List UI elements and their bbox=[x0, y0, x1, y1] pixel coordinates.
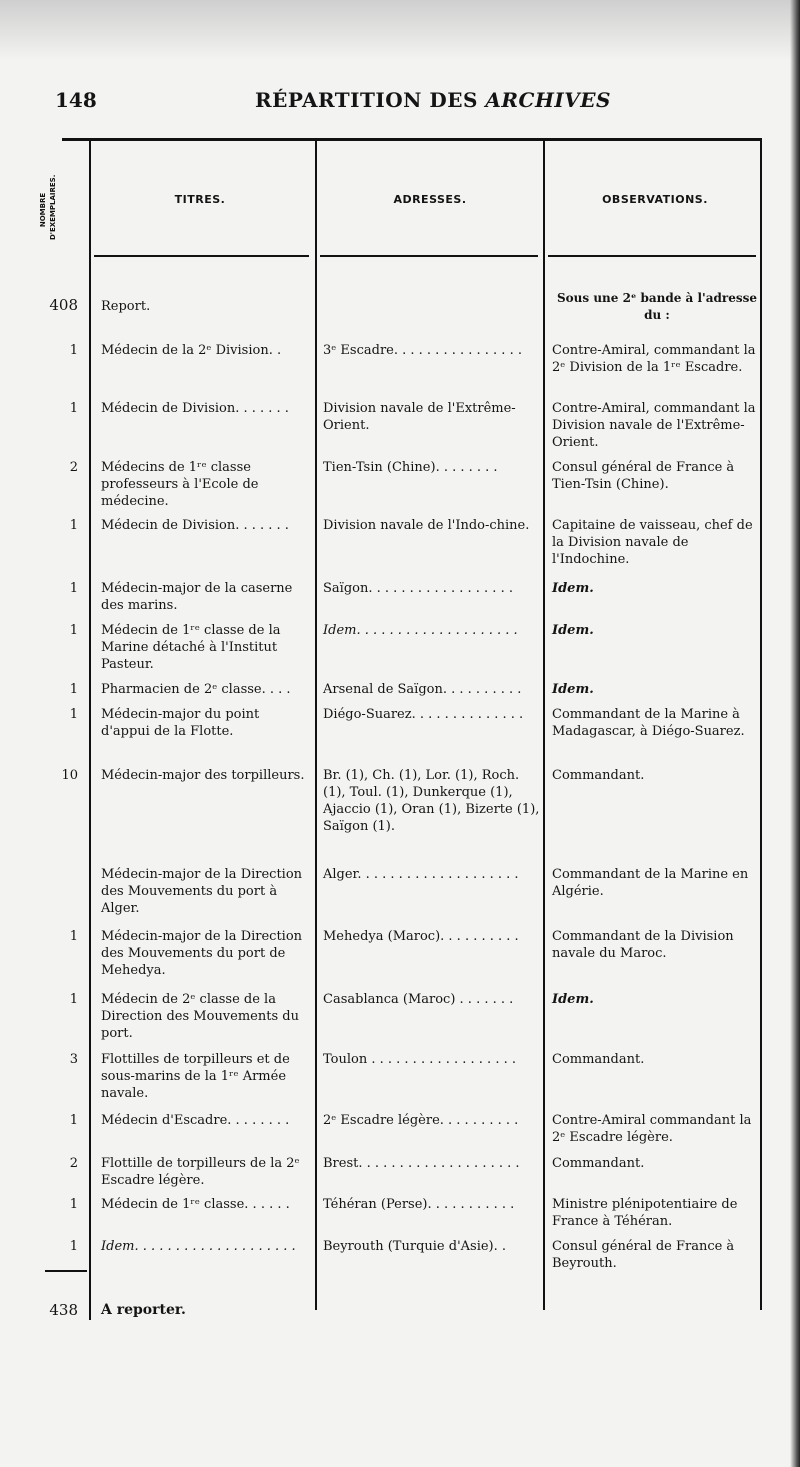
total-count: 438 bbox=[49, 1301, 78, 1319]
row-observation: Commandant. bbox=[552, 1052, 645, 1067]
row-title: Médecin de la 2ᵉ Division. . bbox=[101, 343, 282, 358]
row-observation: Idem. bbox=[552, 992, 594, 1007]
row-address: Idem. . . . . . . . . . . . . . . . . . . . bbox=[323, 623, 518, 638]
row-observation: Idem. bbox=[552, 682, 594, 697]
row-observation: Commandant de la Division navale du Maroc. bbox=[552, 929, 734, 961]
row-address: Diégo-Suarez. . . . . . . . . . . . . . bbox=[323, 707, 524, 722]
row-address: Toulon . . . . . . . . . . . . . . . . . . bbox=[323, 1052, 516, 1067]
count-column-header bbox=[38, 174, 118, 240]
row-count: 1 bbox=[69, 1113, 78, 1128]
row-address: Mehedya (Maroc). . . . . . . . . . bbox=[323, 929, 519, 944]
row-count: 1 bbox=[69, 401, 78, 416]
report-observation: Sous une 2ᵉ bande à l'adresse du : bbox=[557, 291, 757, 322]
row-count: 1 bbox=[69, 1239, 78, 1254]
page-number: 148 bbox=[55, 88, 97, 112]
header-rule-titles bbox=[94, 255, 309, 257]
row-title: Médecin d'Escadre. . . . . . . . bbox=[101, 1113, 290, 1128]
row-title: Pharmacien de 2ᵉ classe. . . . bbox=[101, 682, 291, 697]
row-count: 1 bbox=[69, 623, 78, 638]
row-address: Casablanca (Maroc) . . . . . . . bbox=[323, 992, 514, 1007]
page-title-prefix: RÉPARTITION DES bbox=[255, 88, 478, 112]
report-title: Report. bbox=[101, 299, 151, 314]
row-observation: Commandant. bbox=[552, 768, 645, 783]
row-address: Alger. . . . . . . . . . . . . . . . . . . . bbox=[323, 867, 519, 882]
header-rule-addresses bbox=[320, 255, 538, 257]
row-count: 2 bbox=[69, 460, 78, 475]
row-observation: Commandant. bbox=[552, 1156, 645, 1171]
page-title bbox=[255, 88, 611, 112]
observations-column-header: OBSERVATIONS. bbox=[602, 193, 708, 206]
count-header-line1: NOMBRE bbox=[39, 192, 47, 228]
row-count: 1 bbox=[69, 707, 78, 722]
row-title: Idem. . . . . . . . . . . . . . . . . . . . bbox=[101, 1239, 296, 1254]
row-title: Flottille de torpilleurs de la 2ᵉ Escadre légère. bbox=[101, 1156, 300, 1188]
column-divider-count bbox=[89, 140, 91, 1320]
row-observation: Commandant de la Marine en Algérie. bbox=[552, 867, 749, 899]
row-title: Médecin de Division. . . . . . . bbox=[101, 518, 289, 533]
row-count: 1 bbox=[69, 343, 78, 358]
report-count: 408 bbox=[49, 296, 78, 314]
row-count: 2 bbox=[69, 1156, 78, 1171]
titles-column-header: TITRES. bbox=[174, 193, 226, 206]
row-title: Médecin-major du point d'appui de la Flotte. bbox=[101, 707, 260, 739]
page-title-emphasis: ARCHIVES bbox=[485, 88, 611, 112]
total-title: A reporter. bbox=[101, 1302, 186, 1318]
scan-shadow bbox=[0, 0, 800, 60]
row-observation: Consul général de France à Beyrouth. bbox=[552, 1239, 735, 1271]
row-address: Téhéran (Perse). . . . . . . . . . . bbox=[323, 1197, 515, 1212]
row-title: Médecin de 1ʳᵉ classe. . . . . . bbox=[101, 1197, 290, 1212]
row-observation: Consul général de France à Tien-Tsin (Chine). bbox=[552, 460, 735, 492]
row-title: Médecin-major de la caserne des marins. bbox=[101, 581, 293, 613]
row-observation: Ministre plénipotentiaire de France à Téhéran. bbox=[552, 1197, 738, 1229]
row-title: Médecin-major de la Direction des Mouvements du port à Alger. bbox=[101, 867, 303, 916]
row-count: 1 bbox=[69, 929, 78, 944]
row-observation: Capitaine de vaisseau, chef de la Division navale de l'Indochine. bbox=[552, 518, 753, 567]
row-count: 1 bbox=[69, 992, 78, 1007]
row-count: 10 bbox=[61, 768, 78, 783]
row-observation: Contre-Amiral, commandant la Division navale de l'Extrême-Orient. bbox=[552, 401, 756, 450]
row-observation: Idem. bbox=[552, 623, 594, 638]
row-count: 1 bbox=[69, 581, 78, 596]
row-title: Flottilles de torpilleurs et de sous-marins de la 1ʳᵉ Armée navale. bbox=[101, 1052, 290, 1101]
page-header bbox=[55, 88, 755, 118]
row-observation: Commandant de la Marine à Madagascar, à Diégo-Suarez. bbox=[552, 707, 745, 739]
row-address: Tien-Tsin (Chine). . . . . . . . bbox=[323, 460, 498, 475]
row-observation: Contre-Amiral commandant la 2ᵉ Escadre légère. bbox=[552, 1113, 752, 1145]
column-divider-addresses bbox=[543, 140, 545, 1310]
page-edge bbox=[790, 0, 800, 1467]
row-title: Médecin de 1ʳᵉ classe de la Marine détaché à l'Institut Pasteur. bbox=[101, 623, 281, 672]
row-address: Beyrouth (Turquie d'Asie). . bbox=[323, 1239, 507, 1254]
row-title: Médecin-major de la Direction des Mouvements du port de Mehedya. bbox=[101, 929, 303, 978]
table-top-rule bbox=[62, 138, 762, 141]
row-count: 1 bbox=[69, 1197, 78, 1212]
row-address: Brest. . . . . . . . . . . . . . . . . . . . bbox=[323, 1156, 520, 1171]
row-count: 1 bbox=[69, 518, 78, 533]
header-rule-observations bbox=[548, 255, 756, 257]
row-title: Médecins de 1ʳᵉ classe professeurs à l'Ecole de médecine. bbox=[101, 460, 259, 509]
row-address: Arsenal de Saïgon. . . . . . . . . . bbox=[323, 682, 522, 697]
row-title: Médecin de Division. . . . . . . bbox=[101, 401, 289, 416]
row-address: 3ᵉ Escadre. . . . . . . . . . . . . . . . bbox=[323, 343, 522, 358]
row-title: Médecin-major des torpilleurs. bbox=[101, 768, 305, 783]
count-header-line2: D'EXEMPLAIRES. bbox=[49, 174, 57, 240]
row-count: 3 bbox=[69, 1052, 78, 1067]
row-address: Division navale de l'Indo-chine. bbox=[323, 518, 530, 533]
row-observation: Contre-Amiral, commandant la 2ᵉ Division de la 1ʳᵉ Escadre. bbox=[552, 343, 756, 375]
row-address: Saïgon. . . . . . . . . . . . . . . . . . bbox=[323, 581, 513, 596]
row-address: Br. (1), Ch. (1), Lor. (1), Roch. (1), Toul. (1), Dunkerque (1), Ajaccio (1), Oran (1), Bizerte (1), Saïgon (1). bbox=[323, 768, 540, 834]
row-observation: Idem. bbox=[552, 581, 594, 596]
column-divider-titles bbox=[315, 140, 317, 1310]
row-address: 2ᵉ Escadre légère. . . . . . . . . . bbox=[323, 1113, 519, 1128]
addresses-column-header: ADRESSES. bbox=[393, 193, 467, 206]
total-rule bbox=[45, 1270, 87, 1272]
row-count: 1 bbox=[69, 682, 78, 697]
row-address: Division navale de l'Extrême-Orient. bbox=[323, 401, 516, 433]
row-title: Médecin de 2ᵉ classe de la Direction des Mouvements du port. bbox=[101, 992, 299, 1041]
